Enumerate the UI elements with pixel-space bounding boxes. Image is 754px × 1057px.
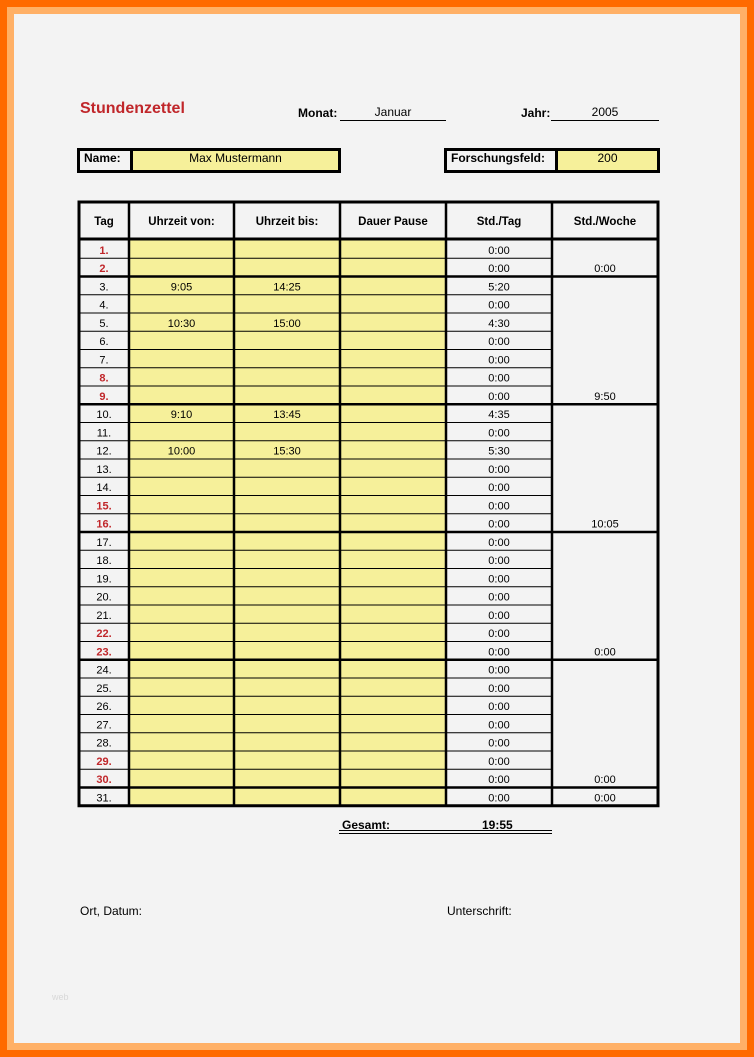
day-cell: 5. xyxy=(99,317,109,330)
std-tag-cell: 0:00 xyxy=(488,737,510,750)
monat-label: Monat: xyxy=(298,106,338,120)
uhrzeit-bis-cell: 15:30 xyxy=(273,445,301,458)
day-cell: 16. xyxy=(96,518,112,531)
header-4: Dauer Pause xyxy=(358,216,428,228)
std-tag-cell: 0:00 xyxy=(488,646,510,659)
watermark: web xyxy=(52,992,69,1002)
std-woche-cell: 0:00 xyxy=(594,792,616,805)
uhrzeit-von-cell: 9:10 xyxy=(170,409,193,421)
header-6: Std./Woche xyxy=(573,216,637,228)
day-cell: 26. xyxy=(96,701,112,713)
std-tag-cell: 0:00 xyxy=(488,755,510,768)
day-cell: 13. xyxy=(96,463,112,476)
std-tag-cell: 0:00 xyxy=(488,555,510,567)
std-tag-cell: 0:00 xyxy=(488,774,510,786)
std-tag-cell: 0:00 xyxy=(488,299,510,312)
day-cell: 29. xyxy=(96,755,112,768)
std-woche-cell: 0:00 xyxy=(594,774,616,786)
std-tag-cell: 0:00 xyxy=(488,500,510,513)
jahr-field[interactable]: 2005 xyxy=(551,104,659,121)
std-tag-cell: 0:00 xyxy=(488,263,510,275)
gesamt-label: Gesamt: xyxy=(342,818,391,832)
day-cell: 19. xyxy=(96,573,112,586)
uhrzeit-von-cell: 10:30 xyxy=(167,317,196,330)
monat-field[interactable]: Januar xyxy=(340,104,446,121)
std-tag-cell: 0:00 xyxy=(488,573,510,586)
std-tag-cell: 0:00 xyxy=(488,792,510,805)
std-tag-cell: 0:00 xyxy=(488,591,510,604)
header-1: Tag xyxy=(94,216,114,228)
day-cell: 9. xyxy=(99,390,109,403)
day-cell: 10. xyxy=(96,409,112,421)
day-cell: 11. xyxy=(96,427,112,440)
std-tag-cell: 0:00 xyxy=(488,664,510,677)
name-label: Name: xyxy=(80,151,133,170)
day-cell: 15. xyxy=(96,500,112,513)
day-cell: 14. xyxy=(96,482,112,494)
day-cell: 2. xyxy=(99,263,109,275)
day-cell: 31. xyxy=(96,792,112,805)
uhrzeit-von-cell: 10:00 xyxy=(167,445,196,458)
std-tag-cell: 0:00 xyxy=(488,390,510,403)
day-cell: 18. xyxy=(96,555,112,567)
day-cell: 22. xyxy=(96,628,112,640)
day-cell: 27. xyxy=(96,719,112,732)
day-cell: 25. xyxy=(96,682,112,695)
std-tag-cell: 0:00 xyxy=(488,701,510,713)
std-woche-cell: 10:05 xyxy=(591,518,619,531)
day-cell: 28. xyxy=(96,737,112,750)
day-cell: 8. xyxy=(99,372,109,385)
std-tag-cell: 0:00 xyxy=(488,354,510,367)
day-cell: 24. xyxy=(96,664,112,677)
std-tag-cell: 5:20 xyxy=(488,281,510,294)
forschungsfeld-label: Forschungsfeld: xyxy=(447,151,558,170)
unterschrift-label: Unterschrift: xyxy=(447,904,512,918)
uhrzeit-bis-cell: 15:00 xyxy=(273,317,301,330)
gesamt-value: 19:55 xyxy=(482,818,513,832)
std-tag-cell: 4:30 xyxy=(488,317,510,330)
std-tag-cell: 0:00 xyxy=(488,427,510,440)
std-tag-cell: 0:00 xyxy=(488,518,510,531)
header-2: Uhrzeit von: xyxy=(148,216,215,228)
std-woche-cell: 9:50 xyxy=(594,390,616,403)
std-tag-cell: 0:00 xyxy=(488,536,510,549)
std-tag-cell: 0:00 xyxy=(488,609,510,622)
uhrzeit-bis-cell: 14:25 xyxy=(273,281,301,294)
std-woche-cell: 0:00 xyxy=(594,646,616,659)
forschungsfeld-field[interactable]: 200 xyxy=(558,151,657,170)
std-tag-cell: 0:00 xyxy=(488,244,510,257)
std-tag-cell: 0:00 xyxy=(488,682,510,695)
std-tag-cell: 0:00 xyxy=(488,372,510,385)
uhrzeit-bis-cell: 13:45 xyxy=(273,409,301,421)
day-cell: 30. xyxy=(96,774,112,786)
gesamt-underline xyxy=(339,830,552,834)
std-tag-cell: 0:00 xyxy=(488,463,510,476)
std-tag-cell: 0:00 xyxy=(488,336,510,348)
day-cell: 17. xyxy=(96,536,112,549)
jahr-label: Jahr: xyxy=(521,106,551,120)
day-cell: 23. xyxy=(96,646,112,659)
std-tag-cell: 0:00 xyxy=(488,719,510,732)
std-tag-cell: 5:30 xyxy=(488,445,510,458)
uhrzeit-von-cell: 9:05 xyxy=(170,281,193,294)
header-5: Std./Tag xyxy=(476,216,522,228)
day-cell: 6. xyxy=(99,336,109,348)
std-tag-cell: 0:00 xyxy=(488,628,510,640)
day-cell: 12. xyxy=(96,445,112,458)
header-3: Uhrzeit bis: xyxy=(255,216,319,228)
std-tag-cell: 4:35 xyxy=(488,409,510,421)
day-cell: 21. xyxy=(96,609,112,622)
std-tag-cell: 0:00 xyxy=(488,482,510,494)
day-cell: 3. xyxy=(99,281,109,294)
day-cell: 7. xyxy=(99,354,109,367)
page-title: Stundenzettel xyxy=(80,100,185,117)
ort-datum-label: Ort, Datum: xyxy=(80,904,143,918)
std-woche-cell: 0:00 xyxy=(594,263,616,275)
day-cell: 4. xyxy=(99,299,109,312)
name-field[interactable]: Max Mustermann xyxy=(133,151,338,170)
day-cell: 20. xyxy=(96,591,112,604)
day-cell: 1. xyxy=(99,244,109,257)
